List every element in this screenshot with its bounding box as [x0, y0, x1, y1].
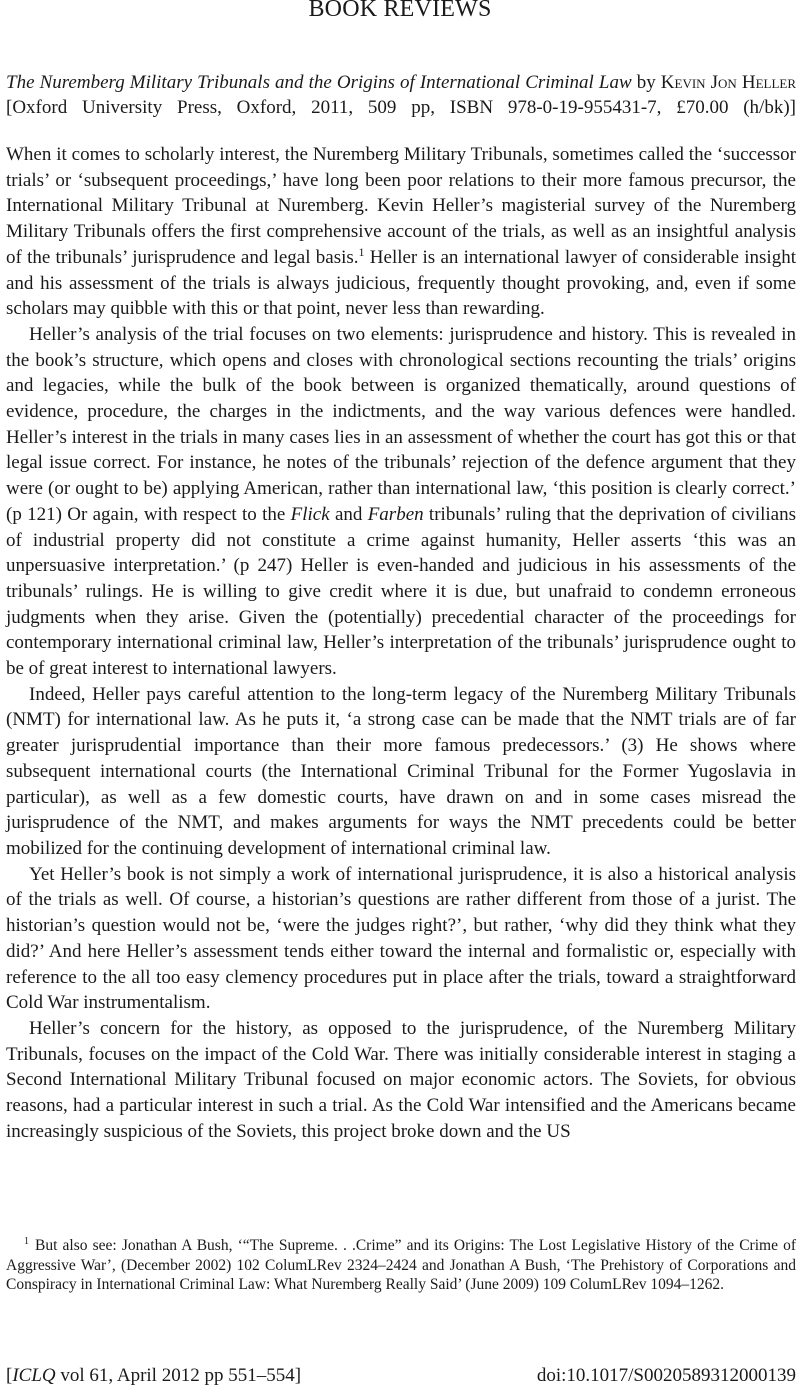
running-head: BOOK REVIEWS [308, 0, 492, 22]
footnote [6, 1236, 796, 1295]
case-name-farben: Farben [367, 503, 424, 525]
paragraph-3: Indeed, Heller pays careful attention to the long-term legacy of the Nuremberg Military Tribunals (NMT) for international law. As he puts it, ‘a strong case can be made that the NMT trials are of far greater jurisprudential importance than their more famous predecessors.’ (3) He shows where subsequent international courts (the International Criminal Tribunal for the Former Yugoslavia in particular), as well as a few domestic courts, have drawn on and in some cases misread the jurisprudence of the NMT, and makes arguments for ways the NMT precedents could be better mobilized for the continuing development of international criminal law. [6, 683, 796, 859]
doi[interactable]: doi:10.1017/S0020589312000139 [536, 1365, 796, 1386]
paragraph-1: When it comes to scholarly interest, the Nuremberg Military Tribunals, sometimes called the ‘successor trials’ or ‘subsequent proceedings,’ have long been poor relations to their more famous precursor, the International Military Tribunal at Nuremberg. Kevin Heller’s magisterial survey of the Nuremberg Military Tribunals offers the first comprehensive account of the trials, as well as an insightful analysis of the tribunals’ jurisprudence and legal basis.$^1$ Heller is an international lawyer of considerable insight and his assessment of the trials is always judicious, frequently thought provoking, and, even if some scholars may quibble with this or that point, never less than rewarding. [6, 144, 796, 320]
by-word: by [636, 72, 656, 93]
footnote-number: 1 [24, 1236, 29, 1247]
journal-abbrev: ICLQ [12, 1365, 56, 1386]
footnote-text: But also see: Jonathan A Bush, ‘“The Supreme. . .Crime” and its Origins: The Lost Legislative History of the Crime of Aggressive War’, (December 2002) 102 ColumLRev 2324–2424 and Jonathan A Bush, ‘The Prehistory of Corporations and Conspiracy in International Criminal Law: What Nuremberg Really Said’ (June 2009) 109 ColumLRev 1094–1262. [6, 1237, 796, 1294]
book-title: The Nuremberg Military Tribunals and the Origins of International Criminal Law [6, 72, 632, 93]
paragraph-4: Yet Heller’s book is not simply a work of international jurisprudence, it is also a historical analysis of the trials as well. Of course, a historian’s questions are rather different from those of a jurist. The historian’s question would not be, ‘were the judges right?’, but rather, ‘why did they think what they did?’ And here Heller’s assessment tends either toward the internal and formalistic or, especially with reference to the all too easy clemency procedures put in place after the trials, toward a straightforward Cold War instrumentalism. [6, 863, 796, 1014]
review-citation [6, 70, 796, 120]
case-name-flick: Flick [290, 503, 330, 525]
review-body [6, 142, 796, 1144]
footnote-marker[interactable]: 1 [358, 244, 365, 259]
author-first-name: Kevin Jon [660, 72, 737, 93]
publication-details: [Oxford University Press, Oxford, 2011, 509 pp, ISBN 978-0-19-955431-7, £70.00 (h/bk)] [6, 97, 796, 118]
paragraph-5: Heller’s concern for the history, as opposed to the jurisprudence, of the Nuremberg Military Tribunals, focuses on the impact of the Cold War. There was initially considerable interest in staging a Second International Military Tribunal focused on major economic actors. The Soviets, for obvious reasons, had a particular interest in such a trial. As the Cold War intensified and the Americans became increasingly suspicious of the Soviets, this project broke down and the US [6, 1017, 796, 1142]
page-footer [6, 1364, 796, 1388]
author-last-name: Heller [741, 72, 797, 93]
journal-reference: [ICLQ vol 61, April 2012 pp 551–554] [6, 1365, 302, 1386]
paragraph-2: Heller’s analysis of the trial focuses on two elements: jurisprudence and history. This is revealed in the book’s structure, which opens and closes with chronological sections recounting the trials’ origins and legacies, while the bulk of the book between is organized thematically, around questions of evidence, procedure, the charges in the indictments, and the way various defences were handled. Heller’s interest in the trials in many cases lies in an assessment of whether the court has got this or that legal issue correct. For instance, he notes of the tribunals’ rejection of the defence argument that they were (or ought to be) applying American, rather than international law, ‘this position is clearly correct.’ (p 121) Or again, with respect to the Flick and Farben tribunals’ ruling that the deprivation of civilians of industrial property did not constitute a crime against humanity, Heller asserts ‘this was an unpersuasive interpretation.’ (p 247) Heller is even-handed and judicious in his assessments of the tribunals’ rulings. He is willing to give credit where it is due, but unafraid to condemn erroneous judgments when they arise. Given the (potentially) precedential character of the proceedings for contemporary international criminal law, Heller’s interpretation of the tribunals’ jurisprudence ought to be of great interest to international lawyers. [6, 323, 796, 680]
